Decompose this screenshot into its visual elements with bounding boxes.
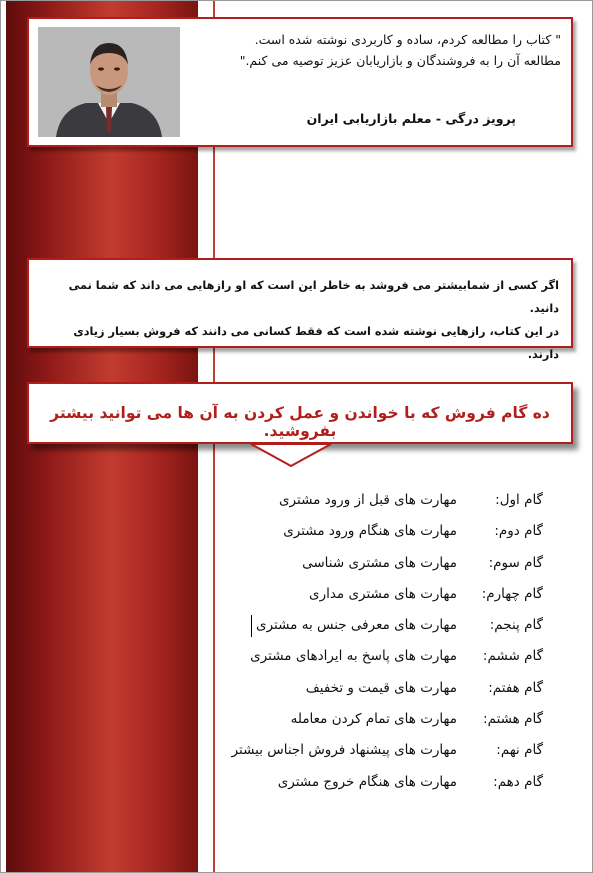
step-text: مهارت های قبل از ورود مشتری xyxy=(278,492,457,508)
step-text: مهارت های معرفی جنس به مشتری xyxy=(256,617,457,634)
step-label: گام ششم: xyxy=(482,648,543,665)
portrait-image xyxy=(38,27,180,137)
step-item xyxy=(200,673,543,704)
testimonial-line: مطالعه آن را به فروشندگان و بازاریابان عزیز توصیه می کنم." xyxy=(239,53,561,68)
intro-text xyxy=(39,274,559,366)
testimonial-attribution: پرویز درگی - معلم بازاریابی ایران xyxy=(306,111,516,126)
step-item xyxy=(200,516,543,547)
step-label: گام چهارم: xyxy=(481,585,543,602)
testimonial-text xyxy=(186,29,561,71)
step-label: گام پنجم: xyxy=(489,617,543,634)
intro-line: اگر کسی از شمابیشتر می فروشد به خاطر این است که او رازهایی می داند که شما نمی دانید. xyxy=(68,279,559,315)
author-photo xyxy=(38,27,180,137)
intro-line: در این کتاب، رازهایی نوشته شده است که فقط کسانی می دانند که فروش بسیار زیادی دارند. xyxy=(73,325,559,361)
step-label: گام دوم: xyxy=(494,523,543,540)
steps-list xyxy=(200,485,543,798)
step-text: مهارت های تمام کردن معامله xyxy=(290,711,457,728)
step-item xyxy=(200,735,543,766)
headline-text: ده گام فروش که با خواندن و عمل کردن به آن ها می توانید بیشتر بفروشید. xyxy=(50,404,550,440)
step-text: مهارت های مشتری مداری xyxy=(309,585,457,602)
step-item xyxy=(200,579,543,610)
step-text: مهارت های پاسخ به ایرادهای مشتری xyxy=(250,648,457,665)
headline-box xyxy=(27,382,573,444)
step-text: مهارت های پیشنهاد فروش اجناس بیشتر xyxy=(231,742,457,759)
step-label: گام دهم: xyxy=(493,773,543,790)
testimonial-box xyxy=(27,17,573,147)
step-label: گام هفتم: xyxy=(488,679,543,696)
step-text: مهارت های هنگام خروج مشتری xyxy=(277,773,457,790)
intro-box xyxy=(27,258,573,361)
step-item xyxy=(200,641,543,672)
step-label: گام اول: xyxy=(495,492,543,508)
step-item xyxy=(200,485,543,516)
step-label: گام هشتم: xyxy=(483,711,543,728)
step-item xyxy=(200,767,543,798)
text-cursor xyxy=(251,615,252,637)
step-label: گام نهم: xyxy=(496,742,543,759)
testimonial-line: " کتاب را مطالعه کردم، ساده و کاربردی نوشته شده است. xyxy=(254,32,561,47)
down-arrow-icon xyxy=(250,443,332,467)
step-item xyxy=(200,704,543,735)
step-text: مهارت های مشتری شناسی xyxy=(302,554,457,571)
step-item xyxy=(200,548,543,579)
step-text: مهارت های هنگام ورود مشتری xyxy=(283,523,457,540)
step-label: گام سوم: xyxy=(488,554,543,571)
step-text: مهارت های قیمت و تخفیف xyxy=(305,679,457,696)
